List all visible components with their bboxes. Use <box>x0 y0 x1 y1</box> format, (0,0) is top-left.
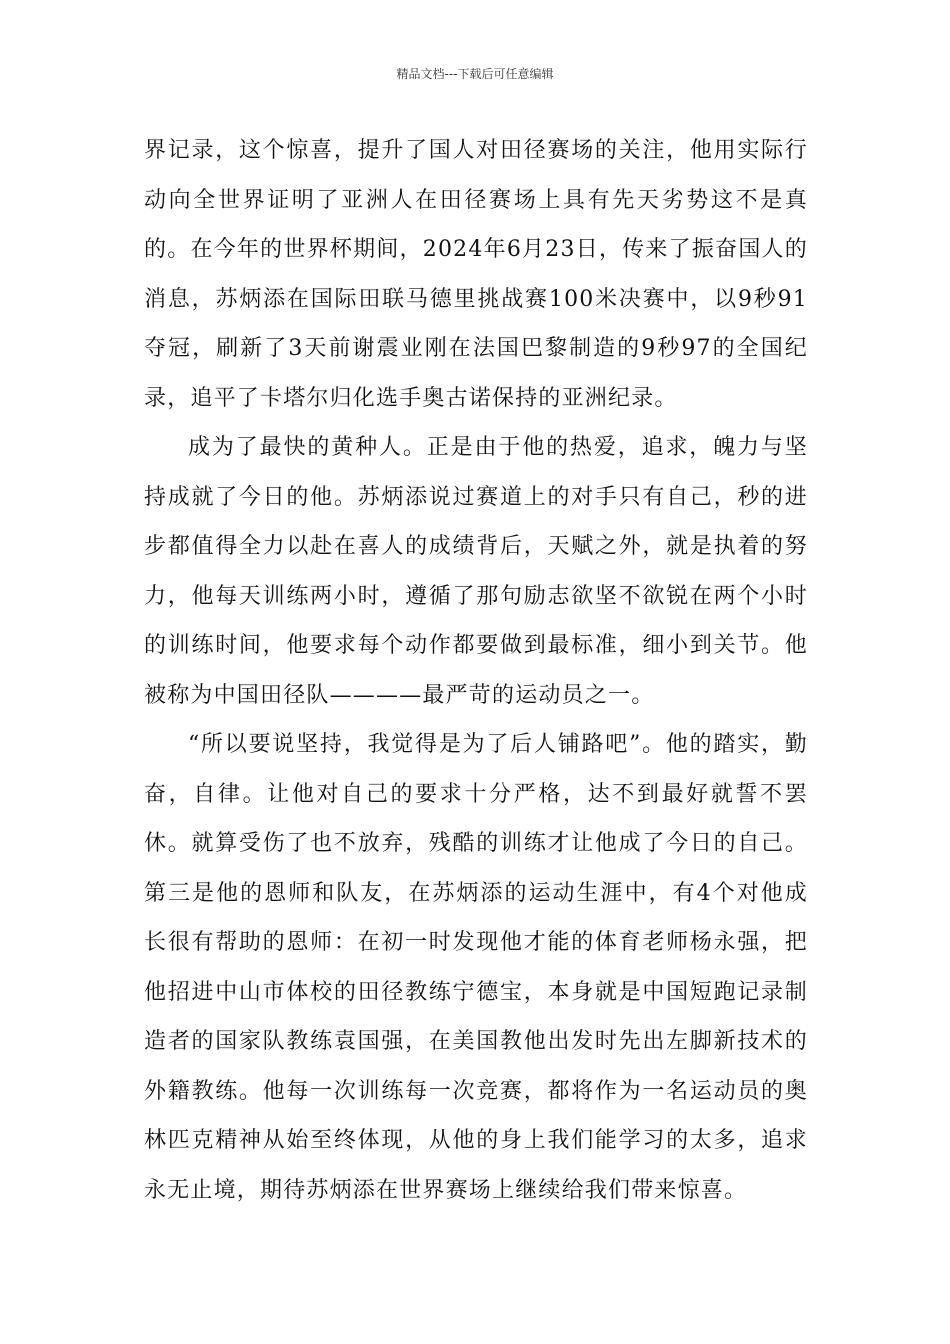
page-header: 精品文档---下载后可任意编辑 <box>396 67 554 81</box>
paragraph-3: “所以要说坚持，我觉得是为了后人铺路吧”。他的踏实，勤奋，自律。让他对自己的要求十分严格，达不到最好就誓不罢休。就算受伤了也不放弃，残酷的训练才让他成了今日的自己。第三是他的恩师和队友，在苏炳添的运动生涯中，有4个对他成长很有帮助的恩师：在初一时发现他才能的体育老师杨永强，把他招进中山市体校的田径教练宁德宝，本身就是中国短跑记录制造者的国家队教练袁国强，在美国教他出发时先出左脚新技术的外籍教练。他每一次训练每一次竞赛，都将作为一名运动员的奥林匹克精神从始至终体现，从他的身上我们能学习的太多，追求永无止境，期待苏炳添在世界赛场上继续给我们带来惊喜。 <box>144 732 808 1203</box>
document-body <box>144 126 808 1215</box>
paragraph-2: 成为了最快的黄种人。正是由于他的热爱，追求，魄力与坚持成就了今日的他。苏炳添说过赛道上的对手只有自己，秒的进步都值得全力以赴在喜人的成绩背后，天赋之外，就是执着的努力，他每天训练两小时，遵循了那句励志欲坚不欲锐在两个小时的训练时间，他要求每个动作都要做到最标准，细小到关节。他被称为中国田径队————最严苛的运动员之一。 <box>144 435 808 708</box>
paragraph-1: 界记录，这个惊喜，提升了国人对田径赛场的关注，他用实际行动向全世界证明了亚洲人在田径赛场上具有先天劣势这不是真的。在今年的世界杯期间，2024年6月23日，传来了振奋国人的消息，苏炳添在国际田联马德里挑战赛100米决赛中，以9秒91夺冠，刷新了3天前谢震业刚在法国巴黎制造的9秒97的全国纪录，追平了卡塔尔归化选手奥古诺保持的亚洲纪录。 <box>144 138 808 411</box>
